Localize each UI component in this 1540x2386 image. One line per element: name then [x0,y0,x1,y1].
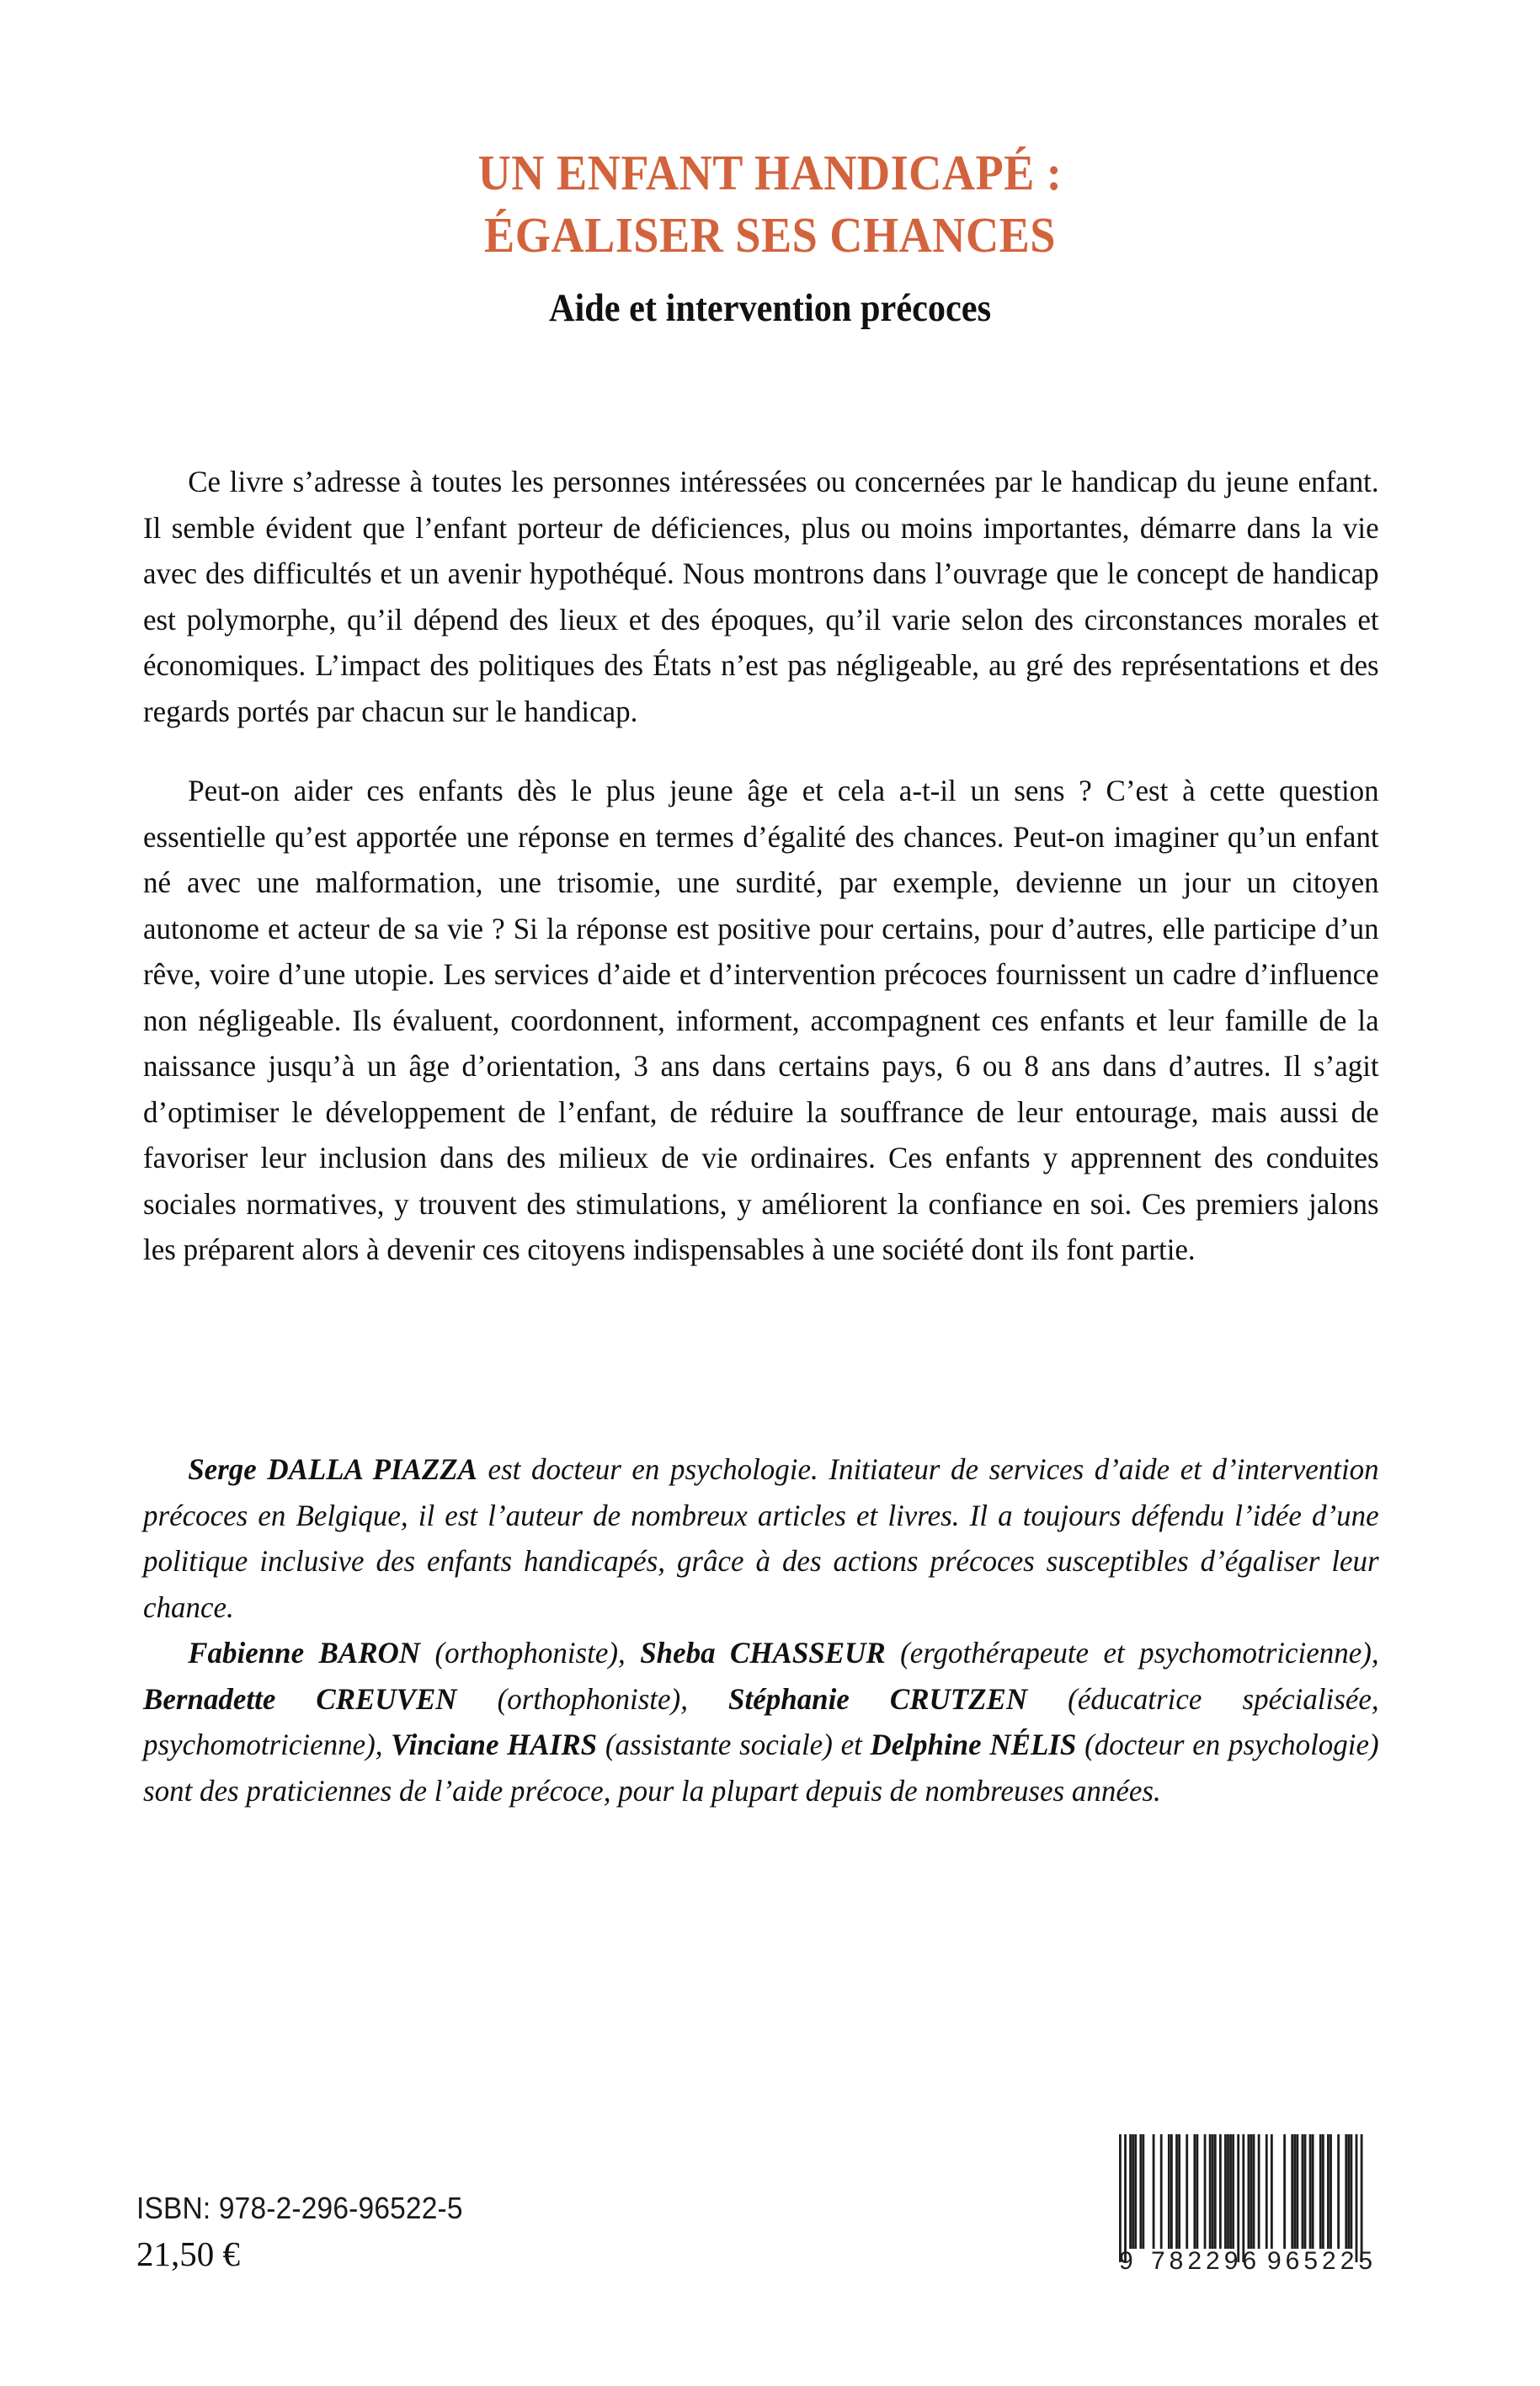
title-line-2: ÉGALISER SES CHANCES [484,207,1056,263]
title-line-1: UN ENFANT HANDICAPÉ : [477,145,1063,200]
cover-subtitle: Aide et intervention précoces [548,286,992,330]
cover-title-block [0,141,1540,332]
contributor-role-3: (éducatrice spécialisée, psychomotricienne), [143,1681,1379,1761]
barcode-digits-right: 965225 [1267,2247,1377,2275]
blurb-paragraph-1: Ce livre s’adresse à toutes les personnes intéressées ou concernées par le handicap du jeune enfant. Il semble évident que l’enfant porteur de déficiences, plus ou moins importantes, démarre dans la vie avec des difficultés et un avenir hypothéqué. Nous montrons dans l’ouvrage que le concept de handicap est polymorphe, qu’il dépend des lieux et des époques, qu’il varie selon des circonstances morales et économiques. L’impact des politiques des États n’est pas négligeable, au gré des représentations et des regards portés par chacun sur le handicap. [143,465,1379,728]
contributor-name-3: Stéphanie CRUTZEN [728,1681,1028,1716]
barcode-digit-left: 9 [1119,2247,1133,2275]
contributor-role-2: (orthophoniste), [456,1681,729,1716]
blurb-section [143,459,1398,1273]
main-author-bio: est docteur en psychologie. Initiateur de services d’aide et d’intervention précoces en Belgique, il est l’auteur de nombreux articles et livres. Il a toujours défendu l’idée d’une politique inclusive des enfants handicapés, grâce à des actions précoces susceptibles d’égaliser leur chance. [143,1452,1379,1624]
isbn-text: ISBN: 978-2-296-96522-5 [136,2191,463,2225]
contributor-name-5: Delphine NÉLIS [870,1728,1077,1761]
ean13-barcode [1102,2124,1383,2276]
barcode-digits-mid: 782296 [1151,2247,1261,2275]
authors-section [143,1446,1398,1813]
price-text: 21,50 € [136,2234,240,2273]
contributor-role-0: (orthophoniste), [420,1636,641,1670]
contributor-name-1: Sheba CHASSEUR [640,1636,886,1670]
main-author-paragraph [143,1446,1379,1630]
contributor-role-5: (docteur en psychologie) sont des praticiennes de l’aide précoce, pour la plupart depuis de nombreuses années. [143,1728,1379,1808]
contributors-paragraph [143,1630,1379,1813]
blurb-paragraph-2: Peut-on aider ces enfants dès le plus jeune âge et cela a-t-il un sens ? C’est à cette question essentielle qu’est apportée une réponse en termes d’égalité des chances. Peut-on imaginer qu’un enfant né avec une malformation, une trisomie, une surdité, par exemple, devienne un jour un citoyen autonome et acteur de sa vie ? Si la réponse est positive pour certains, pour d’autres, elle participe d’un rêve, voire d’une utopie. Les services d’aide et d’intervention précoces fournissent un cadre d’influence non négligeable. Ils évaluent, coordonnent, informent, accompagnent ces enfants et leur famille de la naissance jusqu’à un âge d’orientation, 3 ans dans certains pays, 6 ou 8 ans dans d’autres. Il s’agit d’optimiser le développement de l’enfant, de réduire la souffrance de leur entourage, mais aussi de favoriser leur inclusion dans des milieux de vie ordinaires. Ces enfants y apprennent des conduites sociales normatives, y trouvent des stimulations, y améliorent la confiance en soi. Ces premiers jalons les préparent alors à devenir ces citoyens indispensables à une société dont ils font partie. [143,774,1379,1266]
main-author-name: Serge DALLA PIAZZA [188,1452,477,1486]
footer-left [136,2189,488,2275]
contributor-name-0: Fabienne BARON [188,1636,421,1670]
contributor-role-1: (ergothérapeute et psychomotricienne), [885,1636,1379,1670]
contributor-name-4: Vinciane HAIRS [391,1728,598,1761]
contributor-role-4: (assistante sociale) et [597,1728,871,1761]
contributor-name-2: Bernadette CREUVEN [143,1681,457,1716]
barcode-svg [1102,2124,1383,2276]
